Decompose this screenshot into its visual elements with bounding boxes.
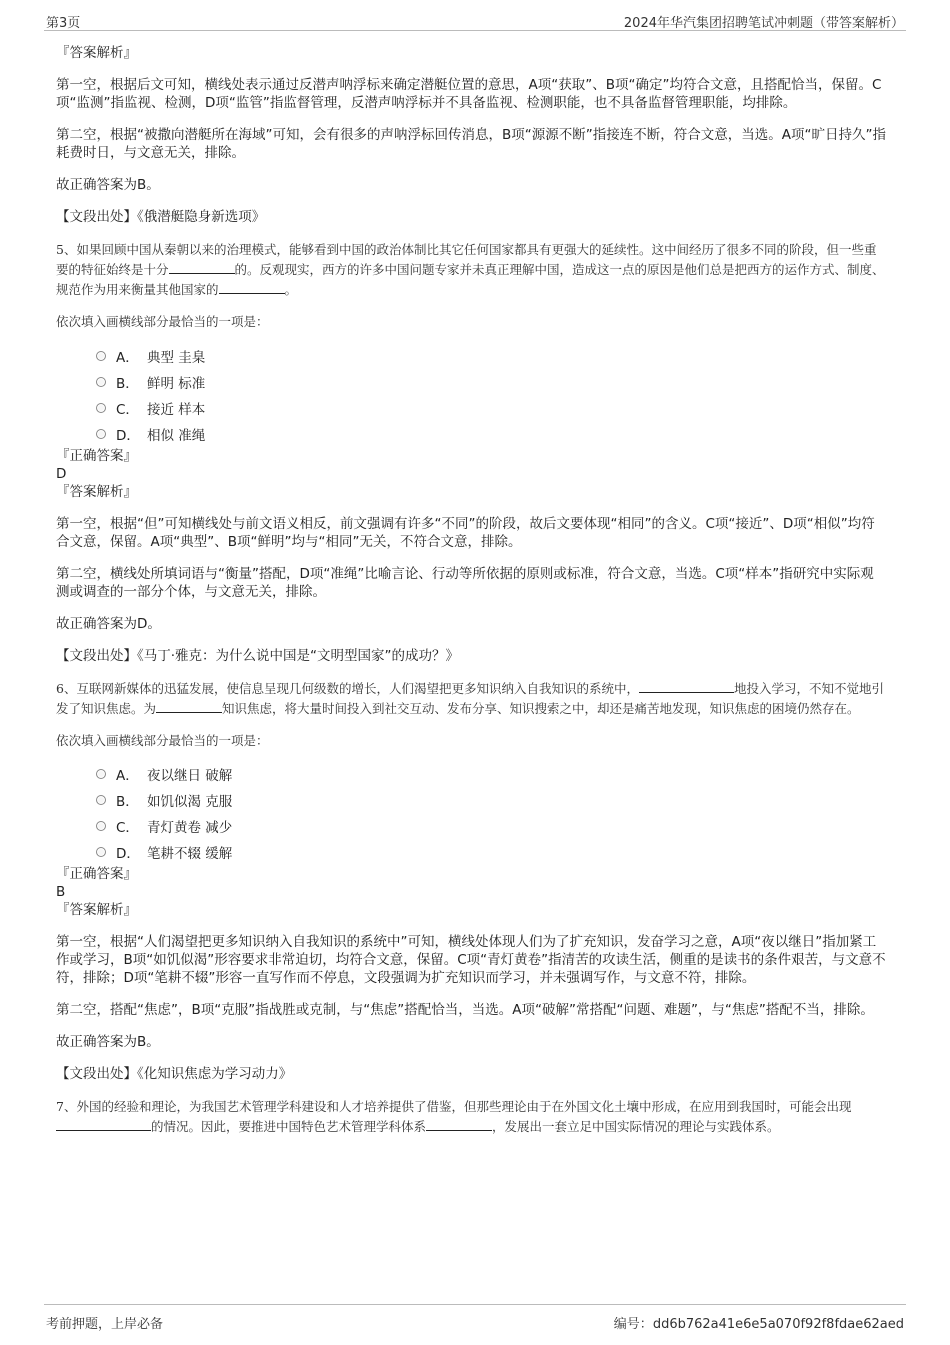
analysis-paragraph: 第二空，根据“被撒向潜艇所在海域”可知，会有很多的声呐浮标回传消息，B项“源源不断”指接连不断，符合文意，当选。A项“旷日持久”指耗费时日，与文意无关，排除。 (56, 127, 886, 161)
footer-slogan: 考前押题，上岸必备 (46, 1317, 164, 1332)
blank-line (169, 261, 235, 274)
correct-answer-label: 『正确答案』 (56, 866, 137, 882)
document-title: 2024年华汽集团招聘笔试冲刺题（带答案解析） (623, 16, 904, 31)
correct-answer: D (56, 465, 67, 482)
radio-icon[interactable] (96, 769, 106, 779)
source-label: 【文段出处】 (56, 1066, 137, 1082)
page-number: 第3页 (46, 16, 81, 31)
question-stem: 5、如果回顾中国从秦朝以来的治理模式，能够看到中国的政治体制比其它任何国家都具有更强大的延续性。这中间经历了很多不同的阶段，但一些重要的特征始终是十分 的。反观现实，西方的许多中国问题专家并未真正理解中国，造成这一点的原因是他们总是把西方的运作方式、制度、规范作为用来衡量其他国家的 。 (56, 242, 885, 297)
page-header (44, 10, 906, 31)
question-6 (56, 679, 886, 1084)
option-d[interactable]: D． 笔耕不辍 缓解 (96, 839, 886, 865)
option-c[interactable]: C． 青灯黄卷 减少 (96, 813, 886, 839)
option-list (96, 761, 886, 865)
radio-icon[interactable] (96, 377, 106, 387)
blank-line (639, 680, 734, 693)
correct-answer: B (56, 884, 66, 900)
option-a[interactable]: A． 典型 圭臬 (96, 343, 886, 369)
radio-icon[interactable] (96, 821, 106, 831)
option-b[interactable]: B． 鲜明 标准 (96, 369, 886, 395)
conclusion: 故正确答案为B。 (56, 1034, 160, 1050)
source-title: 《化知识焦虑为学习动力》 (137, 1066, 293, 1082)
document-body (56, 44, 886, 1137)
source-line (56, 208, 886, 226)
document-code: 编号：dd6b762a41e6e5a070f92f8fdae62aed (613, 1317, 904, 1332)
source-title: 《马丁·雅克：为什么说中国是“文明型国家”的成功？》 (137, 647, 460, 664)
page-footer (44, 1304, 906, 1332)
correct-answer-label: 『正确答案』 (56, 447, 137, 464)
question-5 (56, 240, 886, 665)
blank-line (156, 700, 222, 713)
analysis-paragraph: 第一空，根据后文可知，横线处表示通过反潜声呐浮标来确定潜艇位置的意思，A项“获取”、B项“确定”均符合文意，且搭配恰当，保留。C项“监测”指监视、检测，D项“监管”指监督管理，反潜声呐浮标并不具备监视、检测职能，也不具备监督管理职能，均排除。 (56, 77, 882, 111)
analysis-label: 『答案解析』 (56, 483, 137, 500)
option-list (96, 343, 886, 447)
blank-line (426, 1118, 492, 1131)
source-label: 【文段出处】 (56, 647, 137, 664)
question-hint: 依次填入画横线部分最恰当的一项是： (56, 314, 269, 329)
option-a[interactable]: A． 夜以继日 破解 (96, 761, 886, 787)
radio-icon[interactable] (96, 847, 106, 857)
option-b[interactable]: B． 如饥似渴 克服 (96, 787, 886, 813)
source-title: 《俄潜艇隐身新选项》 (137, 209, 266, 225)
option-d[interactable]: D． 相似 准绳 (96, 421, 886, 447)
analysis-paragraph: 第一空，根据“人们渴望把更多知识纳入自我知识的系统中”可知，横线处体现人们为了扩充知识，发奋学习之意，A项“夜以继日”指加紧工作或学习，B项“如饥似渴”形容要求非常迫切，均符合文意，保留。C项“青灯黄卷”指清苦的攻读生活，侧重的是读书的条件艰苦，与文意不符，排除；D项“笔耕不辍”形容一直写作而不停息，文段强调为扩充知识而学习，并未强调写作，与文意不符，排除。 (56, 934, 886, 986)
question-4-analysis (56, 44, 886, 226)
conclusion: 故正确答案为D。 (56, 615, 161, 632)
analysis-paragraph: 第二空，横线处所填词语与“衡量”搭配，D项“准绳”比喻言论、行动等所依据的原则或标准，符合文意，当选。C项“样本”指研究中实际观测或调查的一部分个体，与文意无关，排除。 (56, 565, 874, 600)
question-stem: 6、互联网新媒体的迅猛发展，使信息呈现几何级数的增长，人们渴望把更多知识纳入自我知识的系统中， 地投入学习，不知不觉地引发了知识焦虑。为 知识焦虑，将大量时间投入到社交互动、发布分享、知识搜索之中，却还是痛苦地发现，知识焦虑的困境仍然存在。 (56, 680, 884, 716)
source-line (56, 647, 886, 665)
conclusion: 故正确答案为B。 (56, 177, 160, 193)
radio-icon[interactable] (96, 795, 106, 805)
blank-line (56, 1118, 151, 1131)
option-c[interactable]: C． 接近 样本 (96, 395, 886, 421)
question-hint: 依次填入画横线部分最恰当的一项是： (56, 732, 269, 748)
radio-icon[interactable] (96, 351, 106, 361)
question-7 (56, 1097, 886, 1137)
analysis-paragraph: 第一空，根据“但”可知横线处与前文语义相反，前文强调有许多“不同”的阶段，故后文要体现“相同”的含义。C项“接近”、D项“相似”均符合文意，保留。A项“典型”、B项“鲜明”均与“相同”无关，不符合文意，排除。 (56, 515, 875, 550)
radio-icon[interactable] (96, 403, 106, 413)
blank-line (219, 281, 285, 294)
source-label: 【文段出处】 (56, 209, 137, 225)
analysis-label: 『答案解析』 (56, 45, 137, 61)
question-stem: 7、外国的经验和理论，为我国艺术管理学科建设和人才培养提供了借鉴，但那些理论由于在外国文化土壤中形成，在应用到我国时，可能会出现的情况。因此，要推进中国特色艺术管理学科体系 ，发展出一套立足中国实际情况的理论与实践体系。 (56, 1099, 852, 1134)
analysis-label: 『答案解析』 (56, 902, 137, 918)
radio-icon[interactable] (96, 429, 106, 439)
source-line (56, 1065, 886, 1083)
analysis-paragraph: 第二空，搭配“焦虑”，B项“克服”指战胜或克制，与“焦虑”搭配恰当，当选。A项“破解”常搭配“问题、难题”，与“焦虑”搭配不当，排除。 (56, 1002, 874, 1018)
